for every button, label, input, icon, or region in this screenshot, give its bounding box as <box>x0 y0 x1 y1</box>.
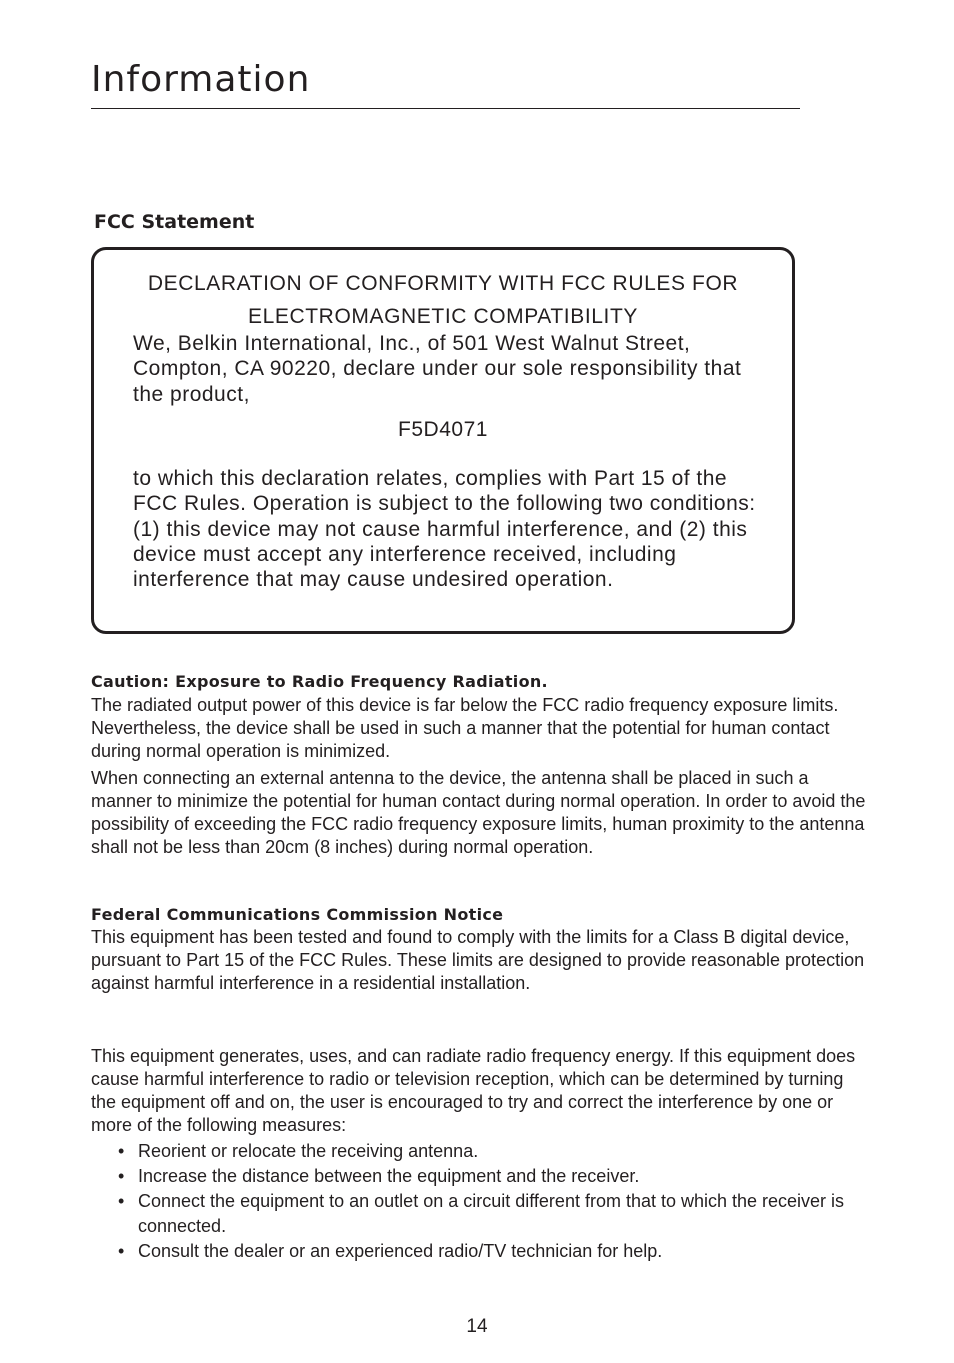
declaration-intro: We, Belkin International, Inc., of 501 West Walnut Street, Compton, CA 90220, declare under our sole responsibility that the product, <box>133 332 742 406</box>
fcc-notice-paragraph: This equipment has been tested and found to comply with the limits for a Class B digital device, pursuant to Part 15 of the FCC Rules. These limits are designed to provide reasonable protection against harmful interference in a residential installation. <box>91 927 865 993</box>
bullet-icon: • <box>118 1191 125 1211</box>
measure-text: Consult the dealer or an experienced radio/TV technician for help. <box>138 1241 663 1261</box>
interference-paragraph: This equipment generates, uses, and can radiate radio frequency energy. If this equipment does cause harmful interference to radio or television reception, which can be determined by turning the equipment off and on, the user is encouraged to try and correct the interference by one or more of the following measures: <box>91 1046 856 1135</box>
list-item <box>118 1189 878 1239</box>
list-item <box>118 1239 878 1264</box>
antenna-paragraph: When connecting an external antenna to the device, the antenna shall be placed in such a manner to minimize the potential for human contact during normal operation. In order to avoid the possibility of exceeding the FCC radio frequency exposure limits, human proximity to the antenna shall not be less than 20cm (8 inches) during normal operation. <box>91 768 866 857</box>
list-item <box>118 1139 878 1164</box>
caution-paragraph: The radiated output power of this device is far below the FCC radio frequency exposure limits. Nevertheless, the device shall be used in such a manner that the potential for human contact during normal operation is minimized. <box>91 695 839 761</box>
bullet-icon: • <box>118 1241 125 1261</box>
declaration-box <box>91 247 795 634</box>
page-title: Information <box>91 59 311 100</box>
measure-text: Connect the equipment to an outlet on a circuit different from that to which the receiver is connected. <box>138 1191 845 1236</box>
bullet-icon: • <box>118 1141 125 1161</box>
page-number: 14 <box>466 1316 488 1337</box>
declaration-body: to which this declaration relates, complies with Part 15 of the FCC Rules. Operation is subject to the following two conditions: (1) this device may not cause harmful interference, and (2) this device must accept any interference received, including interference that may cause undesired operation. <box>133 467 756 592</box>
bullet-icon: • <box>118 1166 125 1186</box>
measure-text: Reorient or relocate the receiving antenna. <box>138 1141 479 1161</box>
fcc-notice-heading: Federal Communications Commission Notice <box>91 905 504 924</box>
declaration-title: DECLARATION OF CONFORMITY WITH FCC RULES FOR ELECTROMAGNETIC COMPATIBILITY <box>147 272 739 328</box>
product-model: F5D4071 <box>398 418 488 441</box>
measure-text: Increase the distance between the equipment and the receiver. <box>138 1166 640 1186</box>
title-divider <box>91 108 800 109</box>
fcc-statement-heading: FCC Statement <box>94 211 255 233</box>
caution-heading: Caution: Exposure to Radio Frequency Radiation. <box>91 672 548 691</box>
measures-list <box>118 1139 878 1264</box>
list-item <box>118 1164 878 1189</box>
